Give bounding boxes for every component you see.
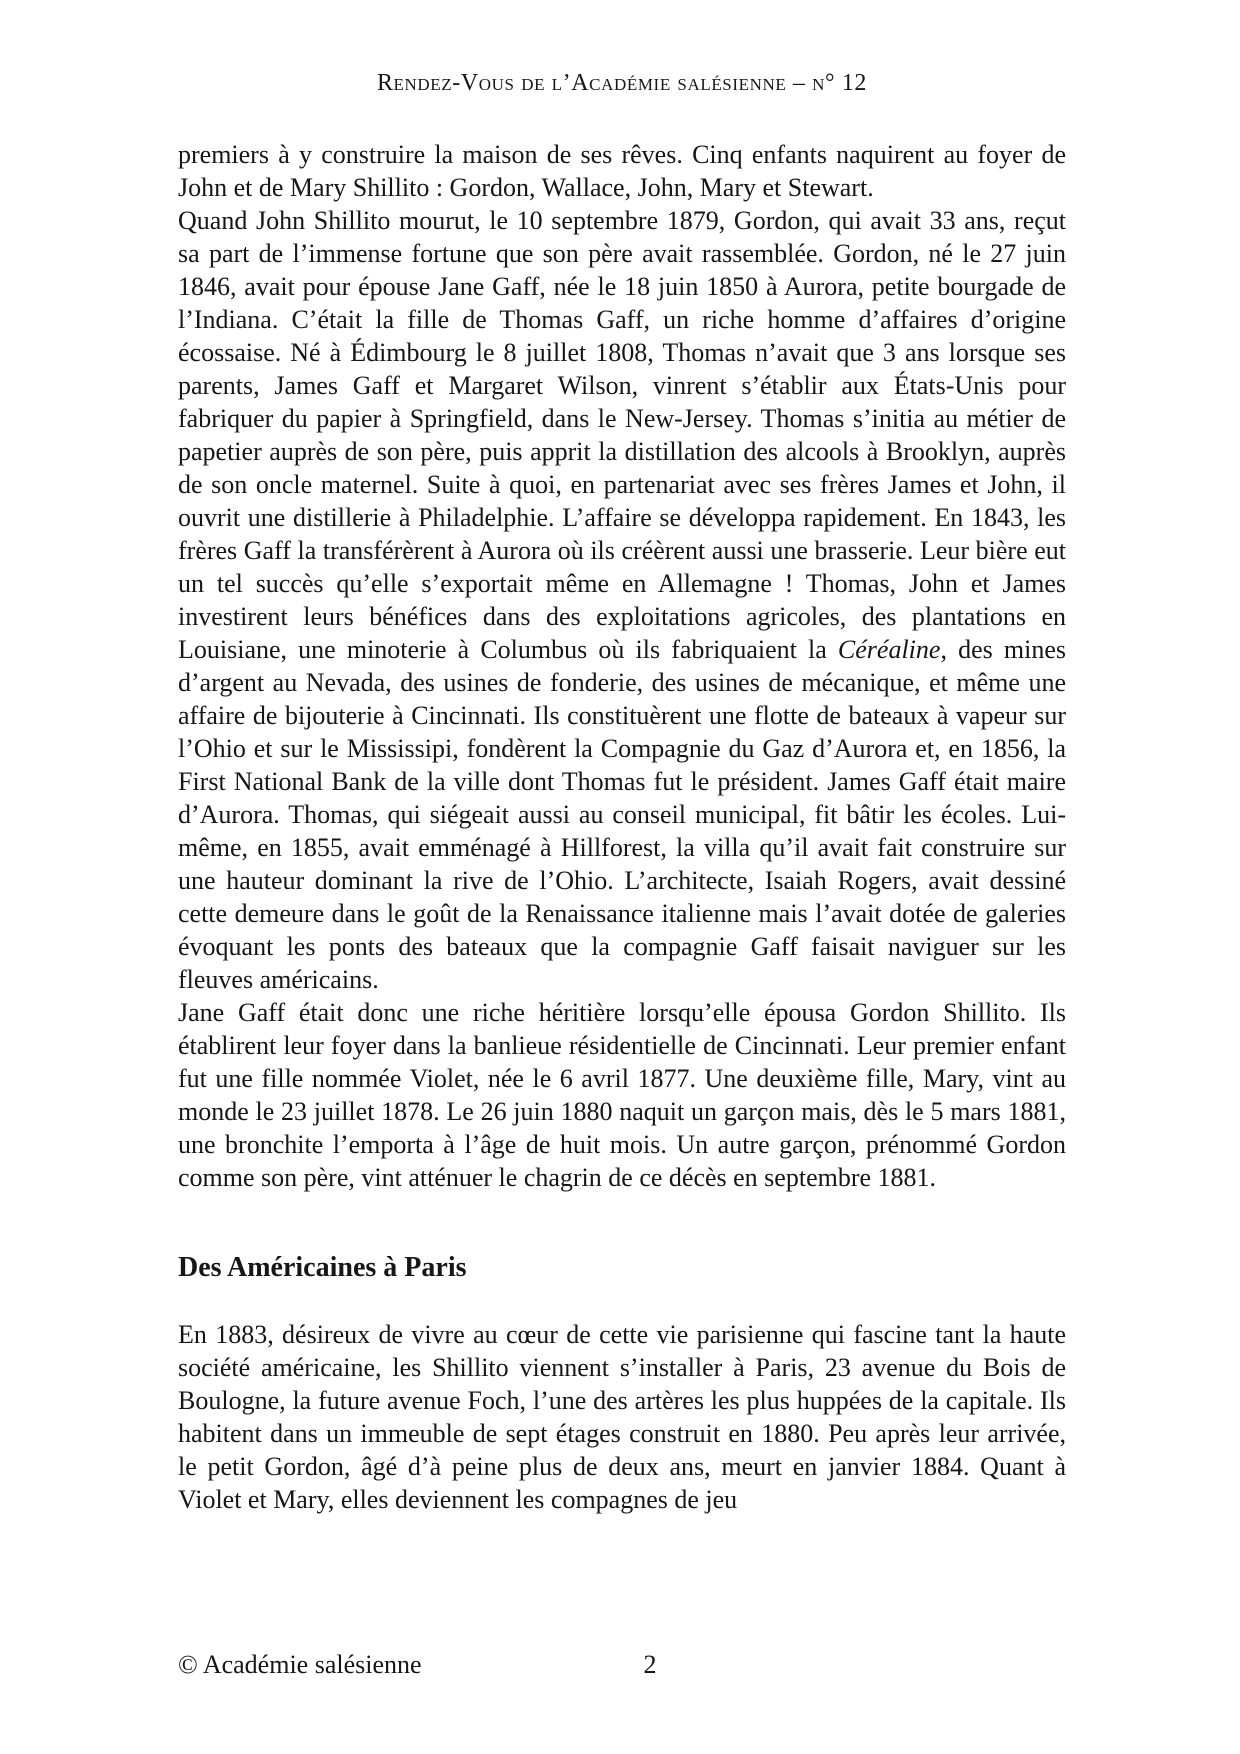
paragraph-jane-gaff: Jane Gaff était donc une riche héritière lorsqu’elle épousa Gordon Shillito. Ils établirent leur foyer dans la banlieue résidentielle de Cincinnati. Leur premier enfant fut une fille nommée Violet, née le 6 avril 1877. Une deuxième fille, Mary, vint au monde le 23 juillet 1878. Le 26 juin 1880 naquit un garçon mais, dès le 5 mars 1881, une bronchite l’emporta à l’âge de huit mois. Un autre garçon, prénommé Gordon comme son père, vint atténuer le chagrin de ce décès en septembre 1881. [178,998,1066,1192]
running-header: Rendez-Vous de l’Académie salésienne – n° 12 [376,70,868,96]
paragraph-text-segment: , des mines d’argent au Nevada, des usines de fonderie, des usines de mécanique, et même une affaire de bijouterie à Cincinnati. Ils constituèrent une flotte de bateaux à vapeur sur l’Ohio et sur le Mississipi, fondèrent la Compagnie du Gaz d’Aurora et, en 1856, la First National Bank de la ville dont Thomas fut le président. James Gaff était maire d’Aurora. Thomas, qui siégeait aussi au conseil municipal, fit bâtir les écoles. Lui-même, en 1855, avait emménagé à Hillforest, la villa qu’il avait fait construire sur une hauteur dominant la rive de l’Ohio. L’architecte, Isaiah Rogers, avait dessiné cette demeure dans le goût de la Renaissance italienne mais l’avait dotée de galeries évoquant les ponts des bateaux que la compagnie Gaff faisait naviguer sur les fleuves américains. [178,635,1066,994]
paragraph-paris: En 1883, désireux de vivre au cœur de cette vie parisienne qui fascine tant la haute société américaine, les Shillito viennent s’installer à Paris, 23 avenue du Bois de Boulogne, la future avenue Foch, l’une des artères les plus huppées de la capitale. Ils habitent dans un immeuble de sept étages construit en 1880. Peu après leur arrivée, le petit Gordon, âgé d’à peine plus de deux ans, meurt en janvier 1884. Quant à Violet et Mary, elles deviennent les compagnes de jeu [178,1320,1066,1514]
copyright-notice: © Académie salésienne [178,1650,422,1679]
italic-term-cerealine: Céréaline [837,635,941,664]
page-number: 2 [643,1650,657,1679]
paragraph-text-segment: Quand John Shillito mourut, le 10 septembre 1879, Gordon, qui avait 33 ans, reçut sa part de l’immense fortune que son père avait rassemblée. Gordon, né le 27 juin 1846, avait pour épouse Jane Gaff, née le 18 juin 1850 à Aurora, petite bourgade de l’Indiana. C’était la fille de Thomas Gaff, un riche homme d’affaires d’origine écossaise. Né à Édimbourg le 8 juillet 1808, Thomas n’avait que 3 ans lorsque ses parents, James Gaff et Margaret Wilson, vinrent s’établir aux États-Unis pour fabriquer du papier à Springfield, dans le New-Jersey. Thomas s’initia au métier de papetier auprès de son père, puis apprit la distillation des alcools à Brooklyn, auprès de son oncle maternel. Suite à quoi, en partenariat avec ses frères James et John, il ouvrit une distillerie à Philadelphie. L’affaire se développa rapidement. En 1843, les frères Gaff la transférèrent à Aurora où ils créèrent aussi une brasserie. Leur bière eut un tel succès qu’elle s’exportait même en Allemagne ! Thomas, John et James investirent leurs bénéfices dans des exploitations agricoles, des plantations en Louisiane, une minoterie à Columbus où ils fabriquaient la [178,206,1066,664]
section-heading: Des Américaines à Paris [178,1252,467,1283]
paragraph-gaff-history [178,204,1066,996]
paragraph-continuation: premiers à y construire la maison de ses rêves. Cinq enfants naquirent au foyer de John et de Mary Shillito : Gordon, Wallace, John, Mary et Stewart. [178,140,1066,202]
text-block [178,138,1066,1516]
